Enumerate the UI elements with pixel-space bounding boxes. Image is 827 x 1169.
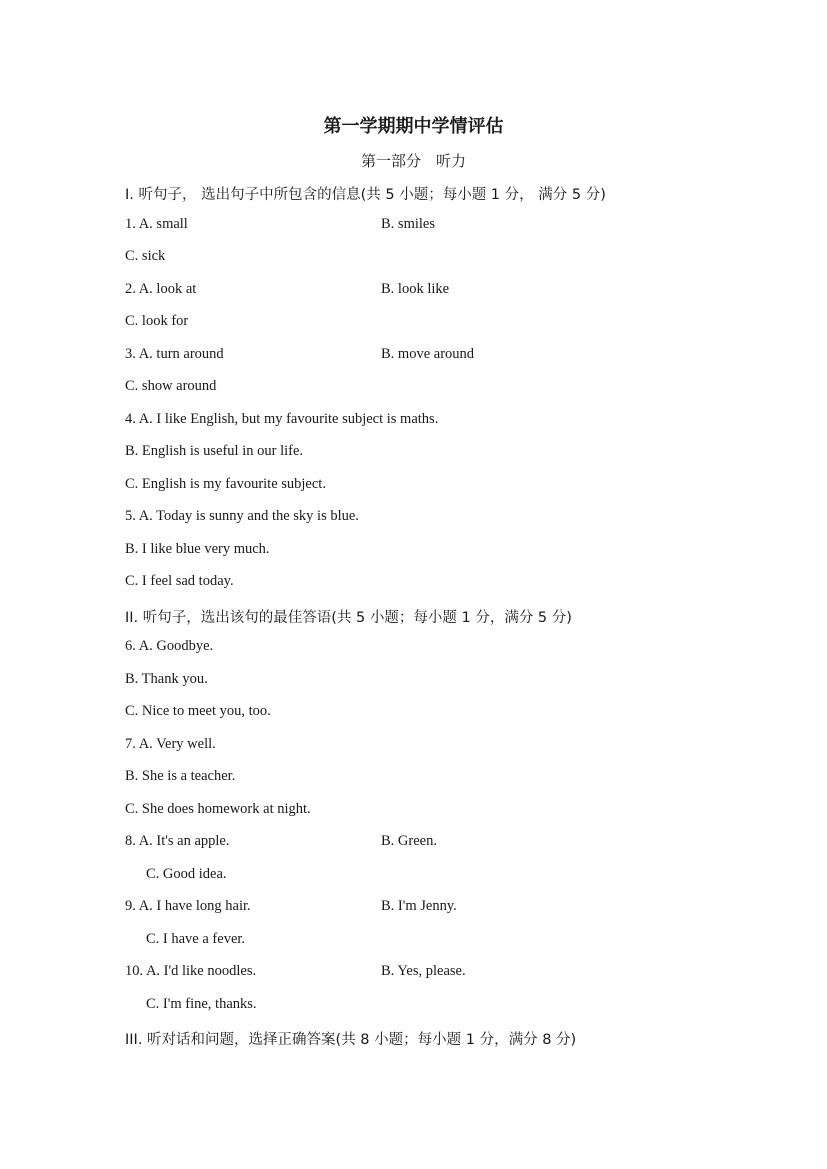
q2-option-c: C. look for <box>125 313 189 329</box>
q8-option-b: B. Green. <box>381 833 437 849</box>
q8-option-a: 8. A. It's an apple. <box>125 833 230 849</box>
q8-option-c: C. Good idea. <box>146 866 227 882</box>
q10-option-b: B. Yes, please. <box>381 963 466 979</box>
q10-option-c: C. I'm fine, thanks. <box>146 996 257 1012</box>
q5-option-a: 5. A. Today is sunny and the sky is blue. <box>125 508 359 524</box>
q2-option-b: B. look like <box>381 281 450 297</box>
q6-option-c: C. Nice to meet you, too. <box>125 703 271 719</box>
q4-option-c: C. English is my favourite subject. <box>125 476 326 492</box>
page-title: 第一学期期中学情评估 <box>323 116 504 137</box>
q1-option-b: B. smiles <box>381 216 435 232</box>
q9-option-a: 9. A. I have long hair. <box>125 898 251 914</box>
q3-option-c: C. show around <box>125 378 217 394</box>
section-1-heading: I. 听句子， 选出句子中所包含的信息(共 5 小题；每小题 1 分， 满分 5 分) <box>125 187 606 203</box>
q9-option-b: B. I'm Jenny. <box>381 898 457 914</box>
q7-option-b: B. She is a teacher. <box>125 768 236 784</box>
q6-option-a: 6. A. Goodbye. <box>125 638 214 654</box>
q10-option-a: 10. A. I'd like noodles. <box>125 963 257 979</box>
q1-option-c: C. sick <box>125 248 166 264</box>
q4-option-b: B. English is useful in our life. <box>125 443 304 459</box>
q2-option-a: 2. A. look at <box>125 281 197 297</box>
q3-option-b: B. move around <box>381 346 475 362</box>
section-3-heading: III. 听对话和问题，选择正确答案(共 8 小题；每小题 1 分，满分 8 分) <box>125 1032 577 1048</box>
q6-option-b: B. Thank you. <box>125 671 208 687</box>
q9-option-c: C. I have a fever. <box>146 931 246 947</box>
q5-option-c: C. I feel sad today. <box>125 573 234 589</box>
part-title: 第一部分 听力 <box>360 152 466 170</box>
q1-option-a: 1. A. small <box>125 216 188 232</box>
q4-option-a: 4. A. I like English, but my favourite subject is maths. <box>125 411 439 427</box>
q7-option-a: 7. A. Very well. <box>125 736 216 752</box>
q7-option-c: C. She does homework at night. <box>125 801 311 817</box>
q3-option-a: 3. A. turn around <box>125 346 224 362</box>
section-2-heading: II. 听句子，选出该句的最佳答语(共 5 小题；每小题 1 分，满分 5 分) <box>125 610 572 626</box>
q5-option-b: B. I like blue very much. <box>125 541 270 557</box>
